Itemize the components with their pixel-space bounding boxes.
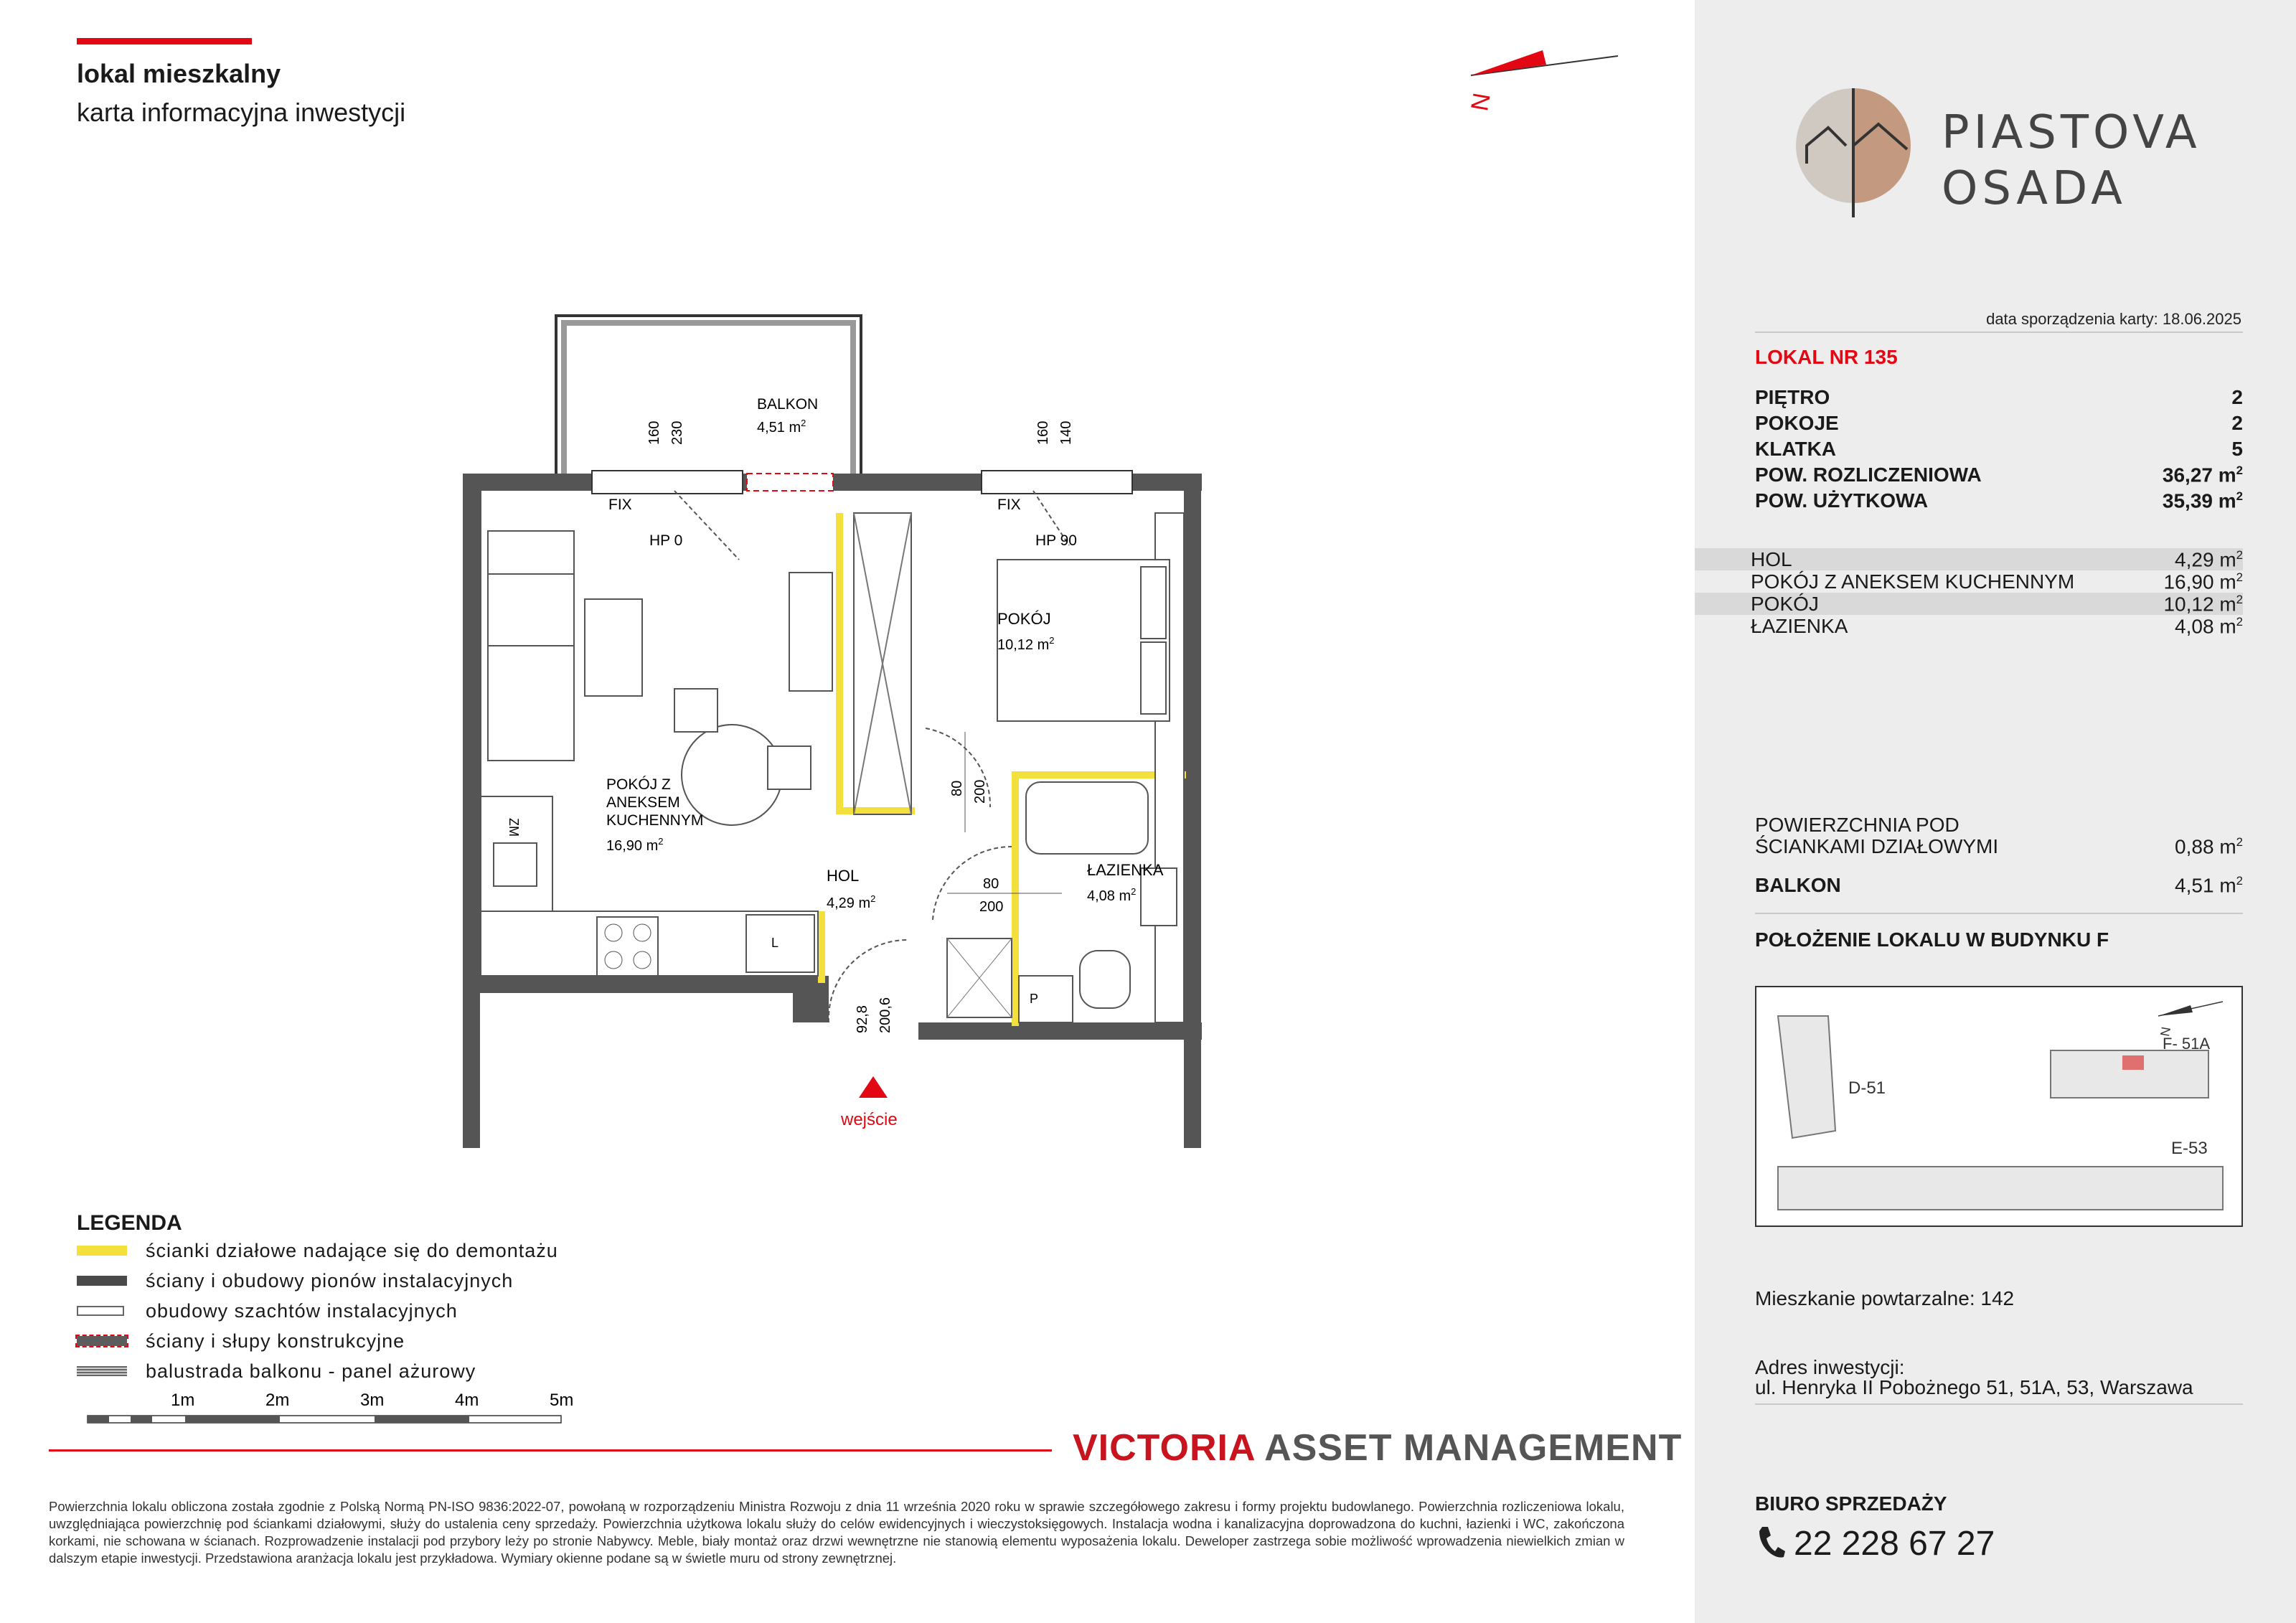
partition-wardrobe (836, 513, 843, 814)
address-value: ul. Henryka II Pobożnego 51, 51A, 53, Warszawa (1755, 1376, 2193, 1398)
header-accent-bar (77, 38, 252, 44)
site-north-label: N (2158, 1025, 2174, 1038)
balcony-label: BALKON (757, 396, 819, 413)
dim-140: 140 (1058, 420, 1074, 445)
sales-label: BIURO SPRZEDAŻY (1755, 1492, 1947, 1515)
fix-label-2: FIX (997, 497, 1021, 513)
page-subtitle: karta informacyjna inwestycji (77, 98, 406, 127)
dim-200-a: 200 (972, 779, 988, 804)
window-room (982, 471, 1132, 494)
scale-4m: 4m (455, 1391, 479, 1410)
unit-row: KLATKA 5 (1755, 438, 2243, 460)
room-label: POKÓJ (997, 610, 1051, 628)
scale-bar (85, 1388, 587, 1439)
kitchen-label-3: KUCHENNYM (606, 812, 704, 829)
p-label: P (1030, 992, 1039, 1006)
kitchen-label-2: ANEKSEM (606, 794, 680, 811)
balcony-railing-right (850, 320, 856, 485)
hall-area: 4,29 $m^2$ (827, 893, 876, 911)
dim-160-a: 160 (646, 420, 662, 445)
bathroom-area: 4,08 $m^2$ (1087, 886, 1137, 904)
balcony-label: BALKON (1755, 874, 1841, 896)
room-row: HOL 4,29 $m^2$ (1695, 548, 2243, 570)
balcony-area: 4,51 $m^2$ (757, 418, 806, 436)
tv-cabinet (789, 573, 832, 691)
divider (1755, 913, 2243, 914)
wall-right (1184, 474, 1201, 1148)
unit-row: POKOJE 2 (1755, 412, 2243, 434)
partition-kitchen (818, 911, 825, 983)
brand-name-line2: OSADA (1942, 162, 2127, 215)
brand-logo-icon (1792, 85, 1921, 221)
legend-swatch-shaft (77, 1306, 124, 1316)
pillar-entrance-left (793, 990, 829, 1022)
dim-2006: 200,6 (878, 997, 893, 1033)
site-label-e53: E-53 (2171, 1139, 2208, 1158)
bathtub (1026, 782, 1148, 854)
legend-swatch-dark (77, 1276, 127, 1286)
room-row: POKÓJ 10,12 $m^2$ (1695, 593, 2243, 615)
hp90-label: HP 90 (1035, 532, 1077, 549)
sales-phone[interactable]: 22 228 67 27 (1794, 1525, 1995, 1563)
toilet (1080, 951, 1130, 1008)
dim-80-a: 80 (949, 780, 965, 796)
partition-area-label-1: POWIERZCHNIA POD (1755, 814, 1959, 836)
legend-swatch-structural (77, 1336, 127, 1346)
divider (1755, 1403, 2243, 1405)
dim-230: 230 (669, 420, 685, 445)
room-area: 10,12 $m^2$ (997, 635, 1055, 653)
room-row: POKÓJ Z ANEKSEM KUCHENNYM 16,90 $m^2$ (1751, 570, 2243, 593)
scale-5m: 5m (550, 1391, 574, 1410)
kitchen-label-1: POKÓJ Z (606, 776, 671, 793)
north-arrow-icon (1457, 36, 1629, 122)
kitchen-area: 16,90 $m^2$ (606, 836, 664, 854)
sink-cabinet (746, 915, 814, 972)
shaft-top (747, 474, 833, 491)
window-balcony (592, 471, 743, 494)
scale-1m: 1m (171, 1391, 195, 1410)
site-plan-drawing (1756, 987, 2241, 1226)
entrance-arrow-icon (859, 1076, 888, 1098)
balcony-value: 4,51 $m^2$ (2175, 874, 2243, 897)
dim-80-b: 80 (983, 876, 999, 892)
partition-area-value: 0,88 $m^2$ (2175, 835, 2243, 858)
legal-footnote: Powierzchnia lokalu obliczona została zgodnie z Polską Normą PN-ISO 9836:2022-07, powołaną w rozporządzeniu Ministra Rozwoju z dnia 11 września 2020 roku w sprawie szczegółowego zakresu i formy projektu budowlanego. Powierzchnia rozliczeniowa lokalu, uwzględniająca powierzchnię pod ściankami działowymi, służy do ustalenia ceny sprzedaży. Powierzchnia użytkowa lokalu służy do celów ewidencyjnych i wieczystoksięgowych. Instalacja wodna i kanalizacyjna doprowadzona do kuchni, łazienki i WC, zakończona korkami, nie schowana w ścianach. Rozprowadzenie instalacji pod przybory leży po stronie Nabywcy. Meble, biały montaż oraz drzwi wewnętrzne nie stanowią elementu wyposażenia lokalu. Deweloper zastrzega sobie możliwość wprowadzenia niewielkich zmian w dalszym etapie inwestycji. Przedstawiona aranżacja lokalu jest przykładowa. Wymiary okienne podane są w świetle muru od strony zewnętrznej. (49, 1499, 1624, 1566)
hall-label: HOL (827, 867, 860, 885)
phone-icon (1755, 1524, 1785, 1561)
repeat-count: Mieszkanie powtarzalne: 142 (1755, 1287, 2015, 1309)
wall-bottom-right (918, 1022, 1202, 1040)
dim-160-b: 160 (1035, 420, 1051, 445)
legend-swatch-yellow (77, 1246, 127, 1256)
wall-bottom-left (463, 976, 829, 993)
balcony-railing-left (561, 320, 567, 485)
unit-number: LOKAL NR 135 (1755, 346, 1898, 368)
card-date: data sporządzenia karty: 18.06.2025 (1986, 310, 2241, 328)
page-title: lokal mieszkalny (77, 59, 281, 88)
balcony-railing (561, 320, 856, 326)
brand-name-line1: PIASTOVA (1942, 106, 2201, 159)
scale-2m: 2m (265, 1391, 290, 1410)
l-label: L (771, 936, 779, 950)
entrance-label: wejście (841, 1110, 898, 1129)
bathroom-label: ŁAZIENKA (1087, 861, 1164, 879)
site-label-d51: D-51 (1848, 1078, 1886, 1098)
north-label: N (1466, 90, 1496, 113)
room-row: ŁAZIENKA 4,08 $m^2$ (1751, 615, 2243, 638)
location-title: POŁOŻENIE LOKALU W BUDYNKU F (1755, 928, 2109, 951)
wall-left-struct (463, 474, 481, 976)
unit-row: PIĘTRO 2 (1755, 386, 2243, 408)
footer-red-line (49, 1449, 1052, 1452)
scale-3m: 3m (360, 1391, 385, 1410)
partition-wardrobe-bottom (836, 807, 915, 814)
partition-area-label-2: ŚCIANKAMI DZIAŁOWYMI (1755, 835, 1999, 857)
dim-928: 92,8 (855, 1005, 870, 1033)
developer-logo: VICTORIA ASSET MANAGEMENT (1073, 1427, 1683, 1469)
cooktop (597, 917, 658, 976)
unit-row: POW. ROZLICZENIOWA 36,27 $m^2$ (1755, 464, 2243, 486)
washer (1019, 976, 1073, 1022)
divider (1755, 331, 2243, 333)
site-label-f51a: F- 51A (2163, 1035, 2211, 1053)
zm-label: ZM (507, 818, 521, 837)
address-label: Adres inwestycji: (1755, 1356, 1905, 1378)
legend-title: LEGENDA (77, 1211, 182, 1235)
floor-plan (430, 301, 1234, 1148)
partition-bathroom-left (1012, 771, 1019, 1026)
dim-200-b: 200 (979, 899, 1004, 915)
unit-row: POW. UŻYTKOWA 35,39 $m^2$ (1755, 489, 2243, 512)
legend-swatch-railing (77, 1366, 127, 1376)
fix-label-1: FIX (608, 497, 632, 513)
coffee-table (585, 599, 642, 696)
hp0-label: HP 0 (649, 532, 683, 549)
